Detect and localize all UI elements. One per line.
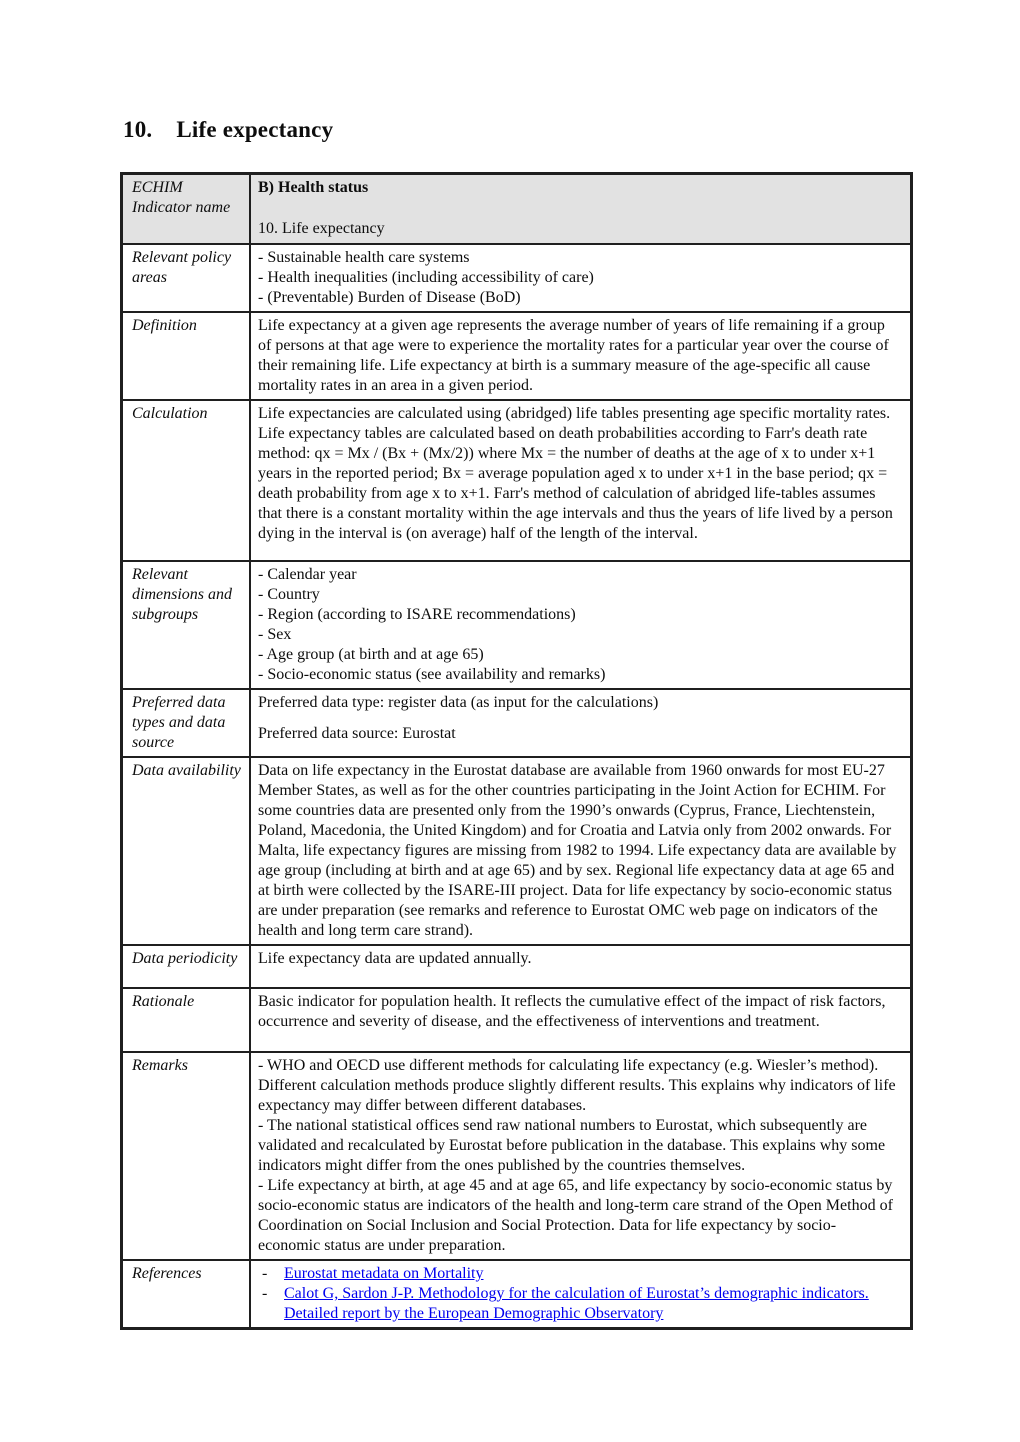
preferred-data-source: Preferred data source: Eurostat	[258, 725, 456, 742]
heading-text: Life expectancy	[176, 117, 334, 142]
policy-item: - (Preventable) Burden of Disease (BoD)	[258, 289, 521, 306]
table-row-echim-indicator-name	[123, 175, 910, 243]
reference-item	[258, 1284, 898, 1324]
row-content	[251, 946, 910, 987]
row-label: Relevant policy areas	[123, 245, 251, 311]
table-row-rationale	[123, 987, 910, 1051]
preferred-data-type: Preferred data type: register data (as input for the calculations)	[258, 694, 659, 711]
table-row-data-periodicity	[123, 944, 910, 987]
dimension-item: - Region (according to ISARE recommendations)	[258, 606, 576, 623]
indicator-category: B) Health status	[258, 179, 369, 196]
dimension-item: - Country	[258, 586, 320, 603]
row-content	[251, 989, 910, 1051]
reference-link-eurostat-metadata[interactable]: Eurostat metadata on Mortality	[284, 1265, 484, 1282]
periodicity-text: Life expectancy data are updated annually.	[258, 950, 532, 967]
reference-item	[258, 1264, 898, 1284]
row-label: References	[123, 1261, 251, 1327]
table-row-references	[123, 1259, 910, 1327]
indicator-name: 10. Life expectancy	[258, 220, 385, 237]
dimension-item: - Calendar year	[258, 566, 357, 583]
definition-text: Life expectancy at a given age represents the average number of years of life remaining if a group of persons at that age were to experience the mortality rates for a particular year over the course of their remaining life. Life expectancy at birth is a summary measure of the age-specific all cause mortality rates in an area in a given period.	[258, 317, 889, 394]
row-content	[251, 1261, 910, 1327]
row-label: Calculation	[123, 401, 251, 560]
row-label: Relevant dimensions and subgroups	[123, 562, 251, 688]
indicator-table	[120, 172, 913, 1330]
table-row-relevant-dimensions	[123, 560, 910, 688]
reference-text	[284, 1264, 484, 1284]
table-row-data-availability	[123, 756, 910, 944]
row-label: Rationale	[123, 989, 251, 1051]
table-row-relevant-policy-areas	[123, 243, 910, 311]
row-content	[251, 175, 910, 243]
row-label: Remarks	[123, 1053, 251, 1259]
remark-paragraph: - Life expectancy at birth, at age 45 and at age 65, and life expectancy by socio-economic status by socio-economic status are indicators of the health and long-term care strand of the Open Method of Coordination on Social Inclusion and Social Protection. Data for life expectancy by socio-economic status are under preparation.	[258, 1177, 893, 1254]
row-label: Data periodicity	[123, 946, 251, 987]
row-label: Definition	[123, 313, 251, 399]
row-label: Data availability	[123, 758, 251, 944]
reference-bullet: -	[262, 1285, 268, 1302]
heading-number: 10.	[123, 117, 153, 142]
page-title	[123, 117, 333, 143]
row-label: ECHIM Indicator name	[123, 175, 251, 243]
row-content	[251, 245, 910, 311]
dimension-item: - Age group (at birth and at age 65)	[258, 646, 484, 663]
table-row-preferred-data	[123, 688, 910, 756]
table-row-calculation	[123, 399, 910, 560]
row-content	[251, 690, 910, 756]
row-content	[251, 401, 910, 560]
row-content	[251, 313, 910, 399]
dimension-item: - Sex	[258, 626, 292, 643]
reference-bullet: -	[262, 1265, 268, 1282]
policy-item: - Health inequalities (including accessibility of care)	[258, 269, 594, 286]
table-row-definition	[123, 311, 910, 399]
remark-paragraph: - The national statistical offices send raw national numbers to Eurostat, which subsequently are validated and recalculated by Eurostat before publication in the database. This explains why some indicators might differ from the ones published by the countries themselves.	[258, 1117, 886, 1174]
table-row-remarks	[123, 1051, 910, 1259]
row-content	[251, 1053, 910, 1259]
row-content	[251, 562, 910, 688]
remark-paragraph: - WHO and OECD use different methods for calculating life expectancy (e.g. Wiesler’s method). Different calculation methods produce slightly different results. This explains why indicators of life expectancy may differ between different databases.	[258, 1057, 896, 1114]
row-label: Preferred data types and data source	[123, 690, 251, 756]
rationale-text: Basic indicator for population health. It reflects the cumulative effect of the impact of risk factors, occurrence and severity of disease, and the effectiveness of interventions and treatment.	[258, 993, 886, 1030]
policy-item: - Sustainable health care systems	[258, 249, 470, 266]
availability-text: Data on life expectancy in the Eurostat database are available from 1960 onwards for most EU-27 Member States, as well as for the other countries participating in the Joint Action for ECHIM. For some countries data are presented only from the 1990’s onwards (Cyprus, France, Liechtenstein, Poland, Macedonia, the United Kingdom) and for Croatia and Latvia only from 2002 onwards. For Malta, life expectancy figures are missing from 1982 to 1994. Life expectancy data are available by age group (including at birth and at age 65) and by sex. Regional life expectancy data at age 65 and at birth were collected by the ISARE-III project. Data for life expectancy by socio-economic status are under preparation (see remarks and reference to Eurostat OMC web page on indicators of the health and long term care strand).	[258, 762, 897, 939]
reference-link-calot-sardon[interactable]: Calot G, Sardon J-P. Methodology for the calculation of Eurostat’s demographic indicators. Detailed report by the European Demographic Observatory	[284, 1285, 869, 1322]
dimension-item: - Socio-economic status (see availability and remarks)	[258, 666, 606, 683]
row-content	[251, 758, 910, 944]
calculation-text: Life expectancies are calculated using (abridged) life tables presenting age specific mortality rates. Life expectancy tables are calculated based on death probabilities according to Farr's death rate method: qx = Mx / (Bx + (Mx/2)) where Mx = the number of deaths at the age of x to under x+1 years in the reported period; Bx = average population aged x to under x+1 in the base period; qx = death probability from age x to x+1. Farr's method of calculation of abridged life-tables assumes that there is a constant mortality within the age intervals and thus the years of life lived by a person dying in the interval is (on average) half of the length of the interval.	[258, 405, 893, 542]
reference-text	[284, 1284, 898, 1324]
